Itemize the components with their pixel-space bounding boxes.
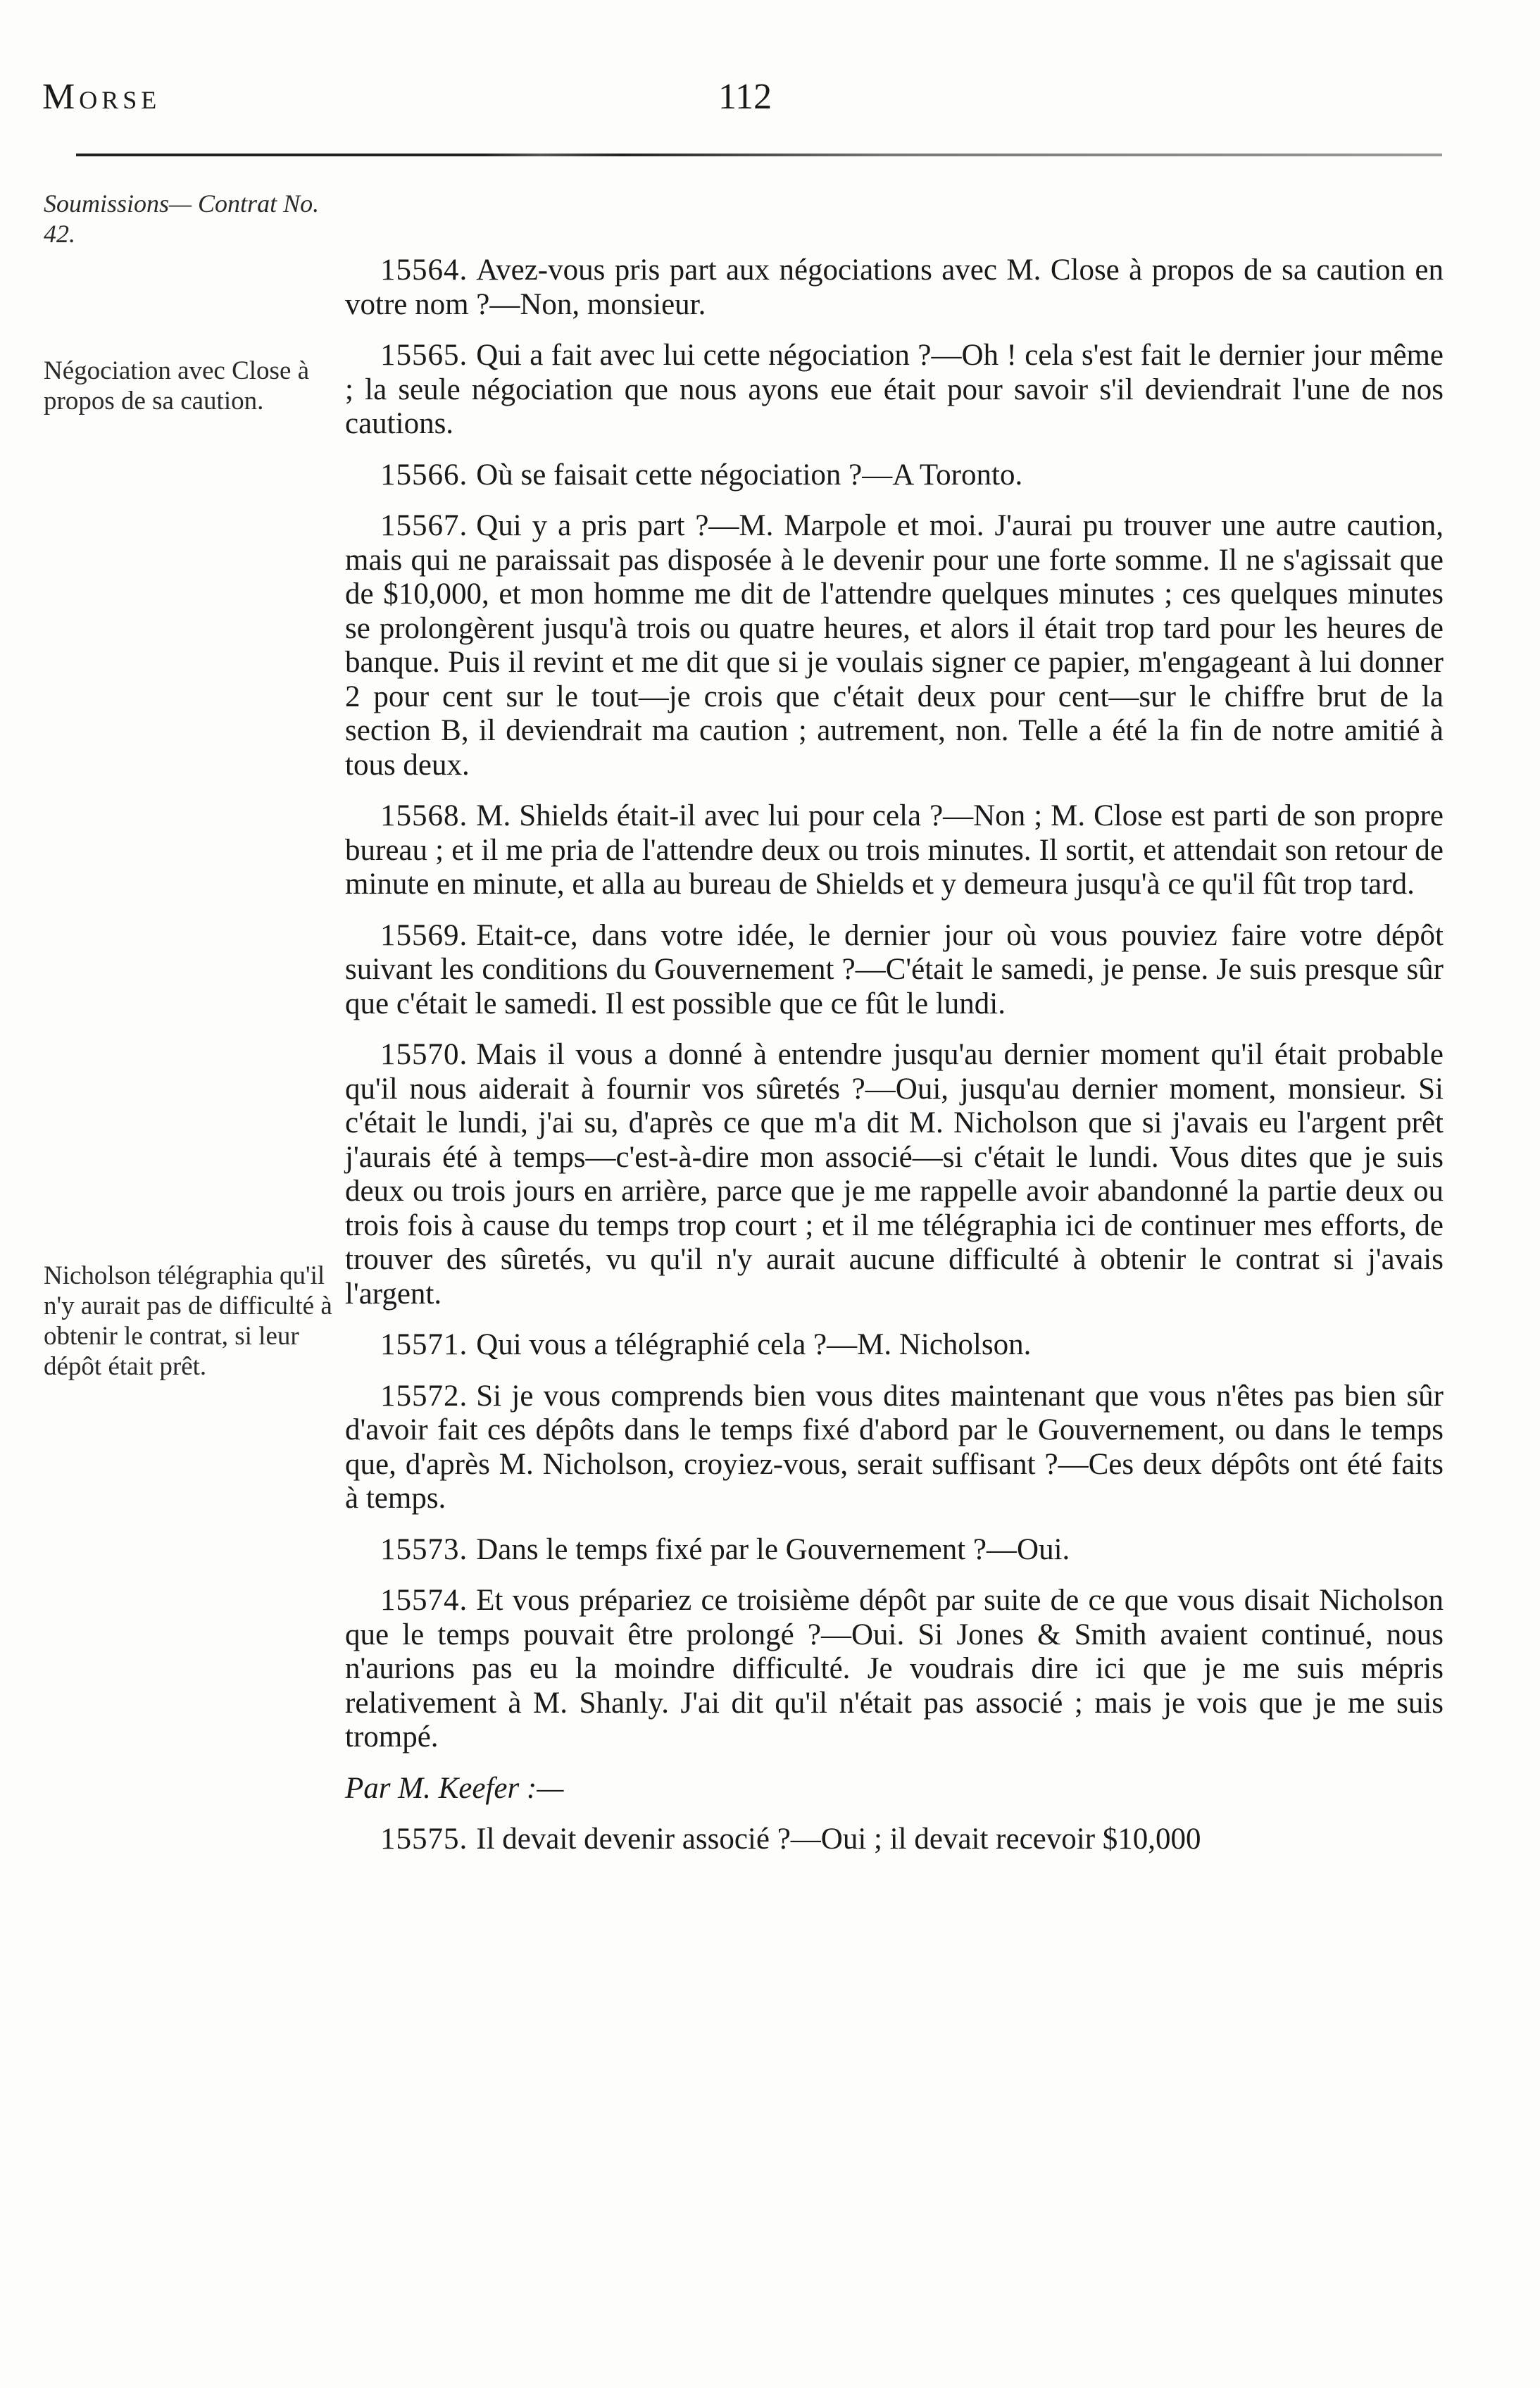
page-header (0, 76, 1540, 132)
testimony-entry (345, 799, 1444, 902)
entry-number: 15571. (380, 1328, 468, 1361)
testimony-entry (345, 1380, 1444, 1516)
entry-number: 15574. (380, 1584, 468, 1617)
entry-text: Où se faisait cette négociation ?—A Toronto. (476, 458, 1023, 492)
running-head: Morse (42, 77, 161, 117)
entry-text: Mais il vous a donné à entendre jusqu'au dernier moment qu'il était probable qu'il nous aiderait à fournir vos sûretés ?—Oui, jusqu'au dernier moment, monsieur. Si c'était le lundi, j'ai su, d'après ce que m'a dit M. Nicholson que si j'avais eu l'argent prêt j'aurais été à temps—c'est-à-dire mon associé—si c'était le lundi. Vous dites que je suis deux ou trois jours en arrière, parce que je me rappelle avoir abandonné la partie deux ou trois fois à cause du temps trop court ; et il me télégraphia ici de continuer mes efforts, de trouver des sûretés, vu qu'il n'y aurait aucune difficulté à obtenir le contrat si j'avais l'argent. (345, 1038, 1444, 1311)
entry-text: Etait-ce, dans votre idée, le dernier jour où vous pouviez faire votre dépôt suivant les conditions du Gouvernement ?—C'était le samedi, je pense. Je suis presque sûr que c'était le samedi. Il est possible que ce fût le lundi. (345, 918, 1444, 1020)
entry-number: 15564. (380, 254, 468, 287)
margin-note-nicholson: Nicholson télégraphia qu'il n'y aurait pas de difficulté à obtenir le contrat, si leur dépôt était prêt. (44, 1261, 332, 1381)
testimony-body (345, 254, 1444, 1874)
speaker-heading: Par M. Keefer :— (345, 1771, 564, 1805)
testimony-entry (345, 254, 1444, 322)
entry-number: 15567. (380, 509, 468, 542)
testimony-entry (345, 1038, 1444, 1311)
page-number: 112 (718, 77, 772, 117)
entry-number: 15566. (380, 458, 468, 492)
entry-number: 15565. (380, 339, 468, 372)
entry-text: Qui vous a télégraphié cela ?—M. Nicholson. (476, 1328, 1032, 1361)
testimony-entry (345, 1533, 1444, 1568)
entry-text: Dans le temps fixé par le Gouvernement ?—Oui. (476, 1532, 1070, 1566)
entry-number: 15569. (380, 918, 468, 952)
testimony-entry (345, 919, 1444, 1022)
margin-note-negotiation: Négociation avec Close à propos de sa caution. (44, 356, 310, 415)
entry-number: 15572. (380, 1379, 468, 1413)
header-rule (76, 154, 1442, 156)
testimony-entry (345, 509, 1444, 782)
testimony-entry (345, 1328, 1444, 1363)
testimony-entry (345, 1823, 1444, 1857)
entry-number: 15570. (380, 1038, 468, 1071)
entry-number: 15568. (380, 799, 468, 832)
entry-number: 15575. (380, 1823, 468, 1856)
entry-text: Et vous prépariez ce troisième dépôt par suite de ce que vous disait Nicholson que le temps pouvait être prolongé ?—Oui. Si Jones & Smith avaient continué, nous n'aurions pas eu la moindre difficulté. Je voudrais dire ici que je me suis mépris relativement à M. Shanly. J'ai dit qu'il n'était pas associé ; mais je vois que je me suis trompé. (345, 1584, 1444, 1754)
entry-text: M. Shields était-il avec lui pour cela ?—Non ; M. Close est parti de son propre bureau ; et il me pria de l'attendre deux ou trois minutes. Il sortit, et attendait son retour de minute en minute, et alla au bureau de Shields et y demeura jusqu'à ce qu'il fût trop tard. (345, 799, 1444, 901)
entry-text: Qui a fait avec lui cette négociation ?—Oh ! cela s'est fait le dernier jour même ; la seule négociation que nous ayons eue était pour savoir s'il deviendrait l'une de nos cautions. (345, 339, 1444, 440)
entry-number: 15573. (380, 1532, 468, 1566)
testimony-entry (345, 458, 1444, 493)
margin-note-contract: Soumissions— Contrat No. 42. (44, 189, 320, 248)
testimony-entry (345, 1584, 1444, 1755)
entry-text: Il devait devenir associé ?—Oui ; il devait recevoir $10,000 (476, 1823, 1201, 1856)
testimony-entry (345, 339, 1444, 442)
entry-text: Avez-vous pris part aux négociations avec M. Close à propos de sa caution en votre nom ?—Non, monsieur. (345, 254, 1444, 321)
entry-text: Si je vous comprends bien vous dites maintenant que vous n'êtes pas bien sûr d'avoir fait ces dépôts dans le temps fixé d'abord par le Gouvernement, ou dans le temps que, d'après M. Nicholson, croyiez-vous, serait suffisant ?—Ces deux dépôts ont été faits à temps. (345, 1379, 1444, 1515)
entry-text: Qui y a pris part ?—M. Marpole et moi. J'aurai pu trouver une autre caution, mais qui ne paraissait pas disposée à le devenir pour une forte somme. Il ne s'agissait que de $10,000, et mon homme me dit de l'attendre quelques minutes ; ces quelques minutes se prolongèrent jusqu'à trois ou quatre heures, et alors il était trop tard pour les heures de banque. Puis il revint et me dit que si je voulais signer ce papier, m'engageant à lui donner 2 pour cent sur le tout—je crois que c'était deux pour cent—sur le chiffre brut de la section B, il deviendrait ma caution ; autrement, non. Telle a été la fin de notre amitié à tous deux. (345, 509, 1444, 782)
